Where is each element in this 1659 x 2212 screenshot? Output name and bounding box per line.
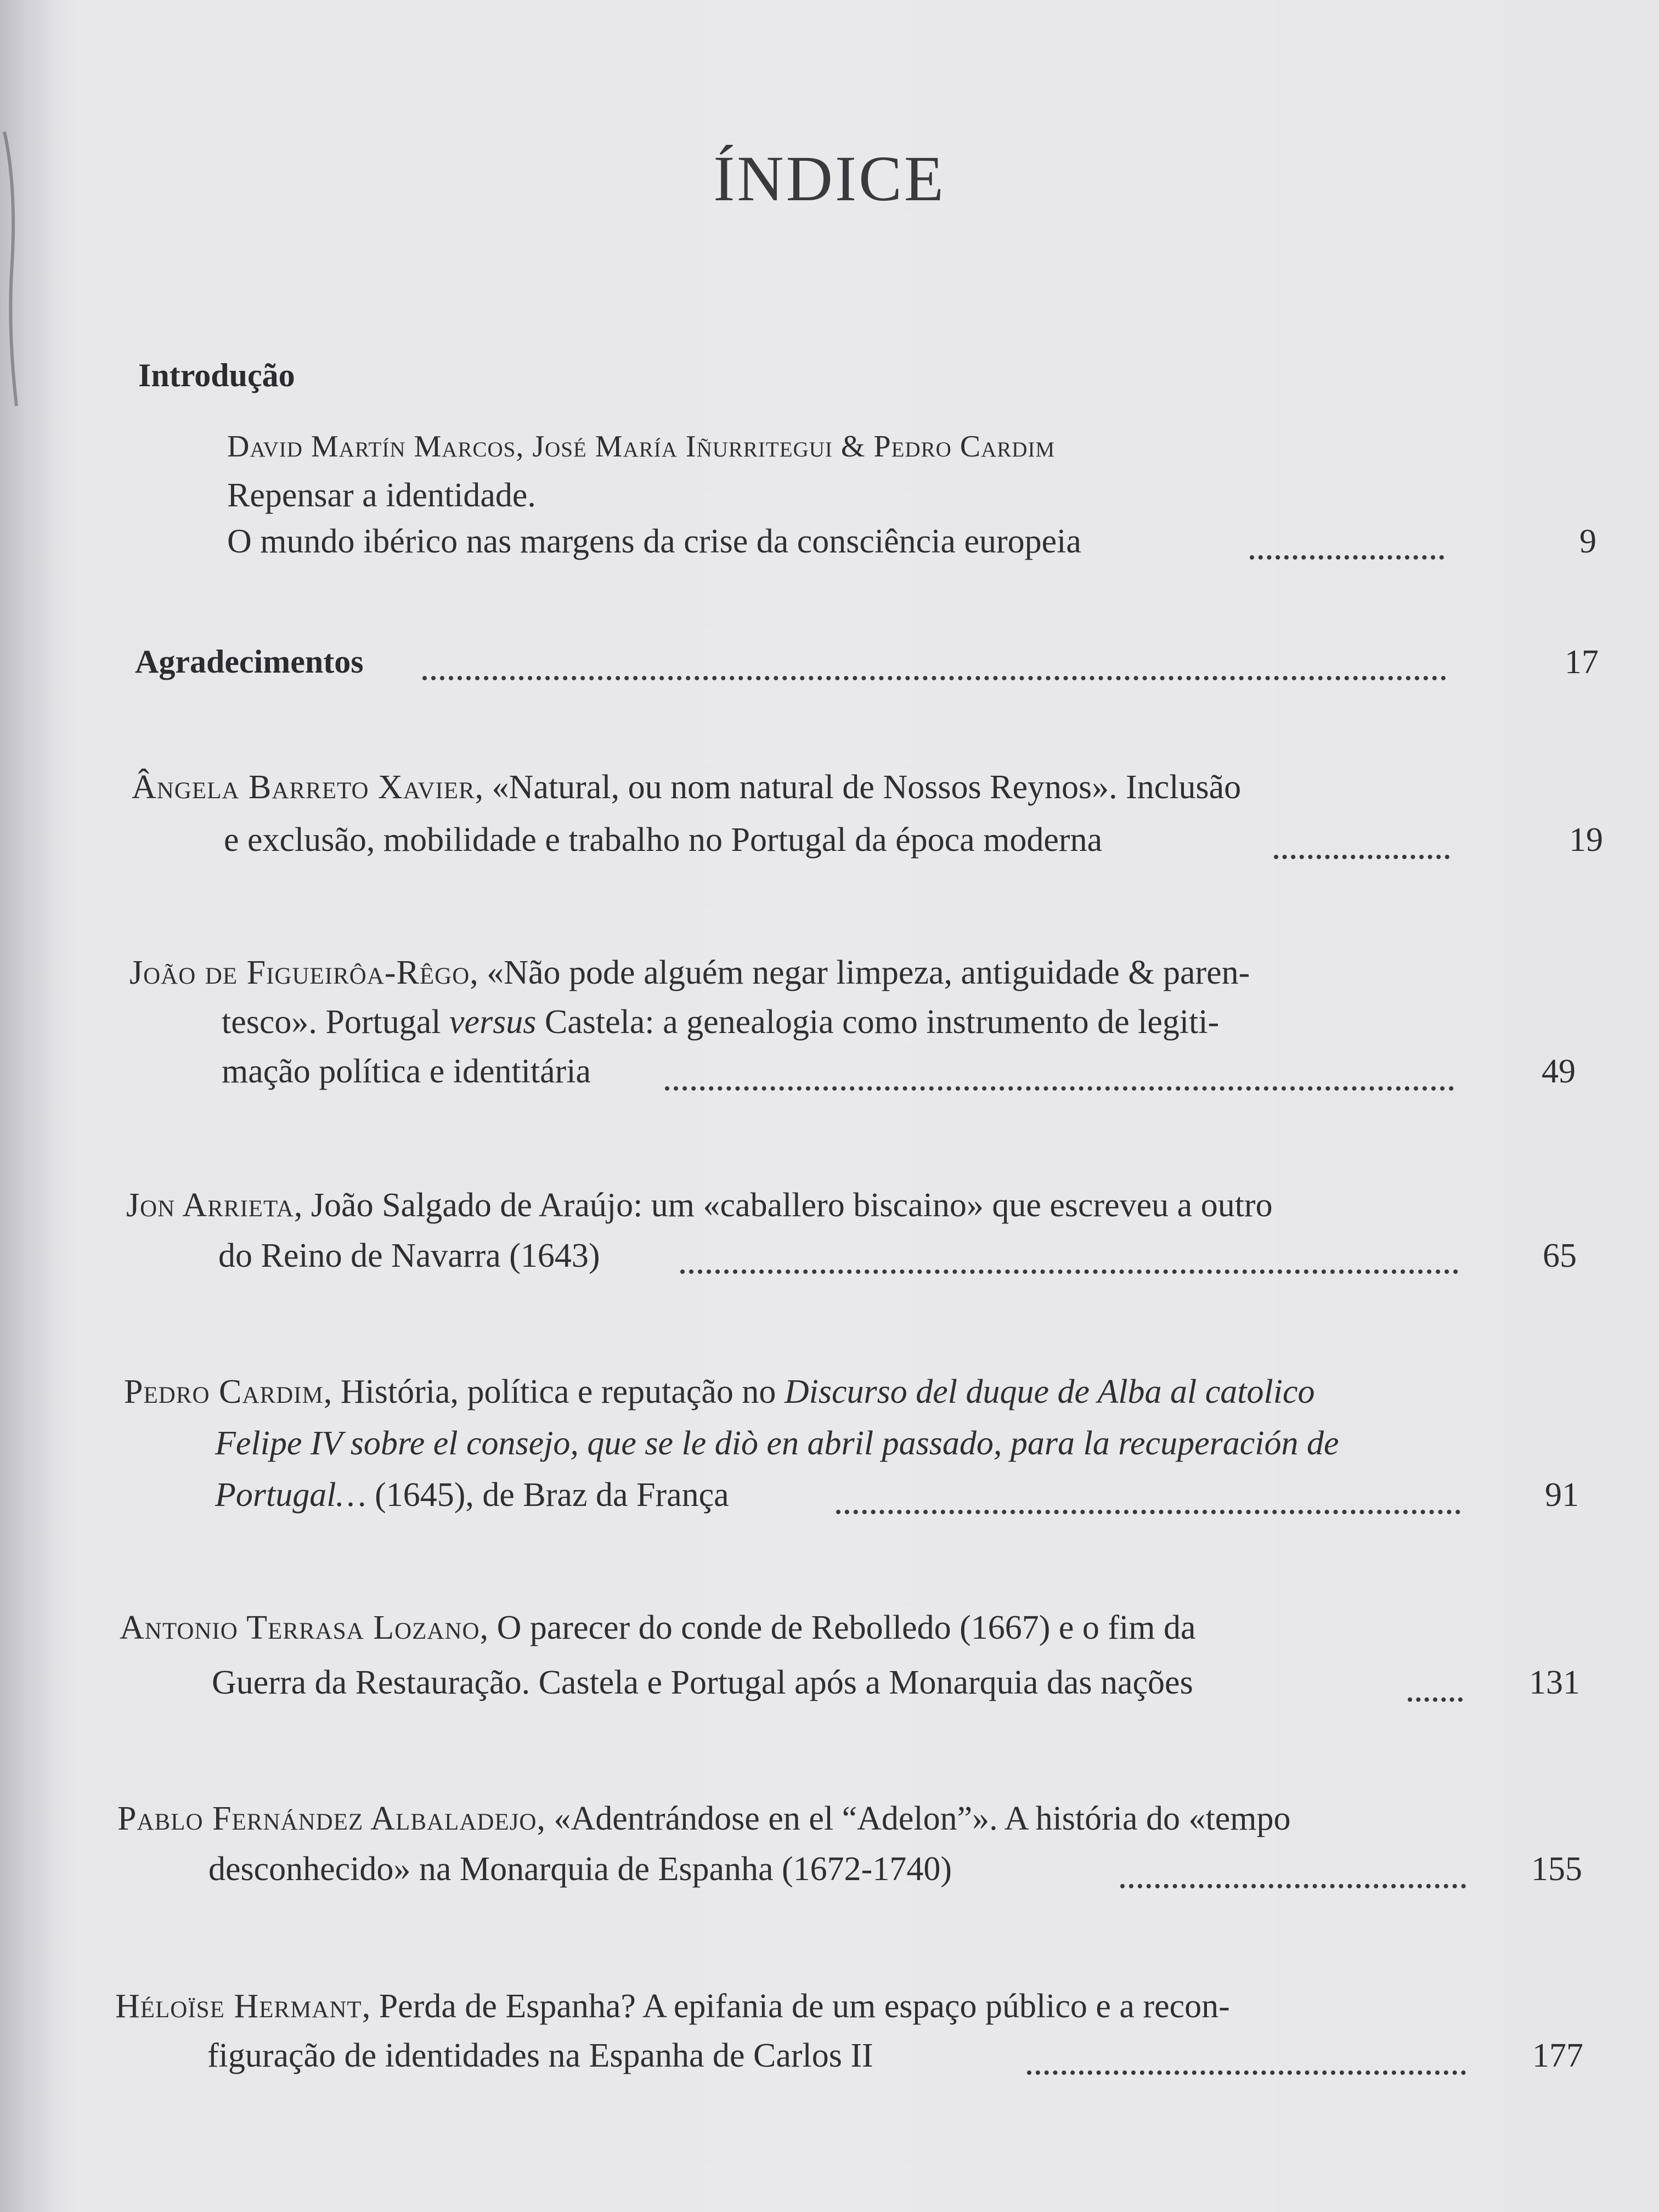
page-number: 49 — [1542, 1053, 1576, 1090]
dot-leader — [1027, 2066, 1466, 2075]
dot-leader — [422, 672, 1446, 680]
dot-leader — [665, 1082, 1454, 1091]
page-number: 19 — [1569, 821, 1603, 859]
dot-leader — [1120, 1880, 1466, 1888]
dot-leader — [1274, 850, 1449, 859]
toc-entry-line: Guerra da Restauração. Castela e Portugal após a Monarquia das nações — [212, 1664, 1193, 1701]
intro-title-line1: Repensar a identidade. — [227, 477, 536, 514]
section-heading-agradecimentos: Agradecimentos — [135, 644, 364, 680]
entry-author: João de Figueirôa-Rêgo — [129, 954, 470, 991]
toc-entry-line: figuração de identidades na Espanha de Carlos II — [207, 2037, 873, 2074]
intro-authors: David Martín Marcos, José María Iñurritegui & Pedro Cardim — [227, 430, 1056, 464]
page-number: 155 — [1531, 1850, 1582, 1888]
toc-entry-line: e exclusão, mobilidade e trabalho no Portugal da época moderna — [224, 821, 1103, 859]
toc-entry-line: Pablo Fernández Albaladejo, «Adentrándose en el “Adelon”». A história do «tempo — [117, 1800, 1291, 1837]
entry-author: Antonio Terrasa Lozano — [120, 1609, 480, 1646]
toc-entry-line: Antonio Terrasa Lozano, O parecer do conde de Rebolledo (1667) e o fim da — [120, 1609, 1196, 1646]
toc-entry-line: desconhecido» na Monarquia de Espanha (1672-1740) — [208, 1850, 952, 1888]
page-number: 17 — [1565, 644, 1599, 681]
page-number: 65 — [1543, 1237, 1577, 1274]
page-number: 177 — [1532, 2037, 1583, 2074]
entry-author: Pablo Fernández Albaladejo — [117, 1800, 537, 1837]
page-number: 9 — [1579, 523, 1596, 560]
toc-entry-line: Portugal… (1645), de Braz da França — [215, 1476, 729, 1514]
toc-entry-line: tesco». Portugal versus Castela: a genealogia como instrumento de legiti- — [222, 1003, 1220, 1041]
toc-entry-line: do Reino de Navarra (1643) — [218, 1237, 600, 1274]
section-heading-introducao: Introdução — [138, 357, 295, 393]
page-title: ÍNDICE — [713, 143, 946, 215]
dot-leader — [1408, 1693, 1463, 1702]
entry-author: Jon Arrieta — [126, 1187, 294, 1224]
toc-entry-line: João de Figueirôa-Rêgo, «Não pode alguém negar limpeza, antiguidade & paren- — [129, 954, 1250, 991]
page-number: 91 — [1545, 1476, 1579, 1514]
toc-entry-line: Pedro Cardim, História, política e reputação no Discurso del duque de Alba al catolico — [124, 1373, 1315, 1410]
toc-entry-line: Héloïse Hermant, Perda de Espanha? A epifania de um espaço público e a recon- — [115, 1988, 1230, 2025]
entry-author: Héloïse Hermant — [115, 1988, 362, 2025]
dot-leader — [1250, 551, 1444, 560]
entry-author: Pedro Cardim — [124, 1373, 324, 1410]
toc-entry-line: mação política e identitária — [222, 1053, 591, 1090]
toc-entry-line: Felipe IV sobre el consejo, que se le diò en abril passado, para la recuperación de — [215, 1425, 1339, 1462]
toc-entry-line: Jon Arrieta, João Salgado de Araújo: um «caballero biscaino» que escreveu a outro — [126, 1187, 1273, 1224]
dot-leader — [680, 1265, 1458, 1274]
page-number: 131 — [1529, 1664, 1580, 1701]
dot-leader — [836, 1505, 1460, 1514]
entry-author: Ângela Barreto Xavier — [132, 769, 475, 806]
toc-entry-line: Ângela Barreto Xavier, «Natural, ou nom natural de Nossos Reynos». Inclusão — [132, 769, 1242, 806]
intro-title-line2: O mundo ibérico nas margens da crise da consciência europeia — [227, 523, 1081, 560]
